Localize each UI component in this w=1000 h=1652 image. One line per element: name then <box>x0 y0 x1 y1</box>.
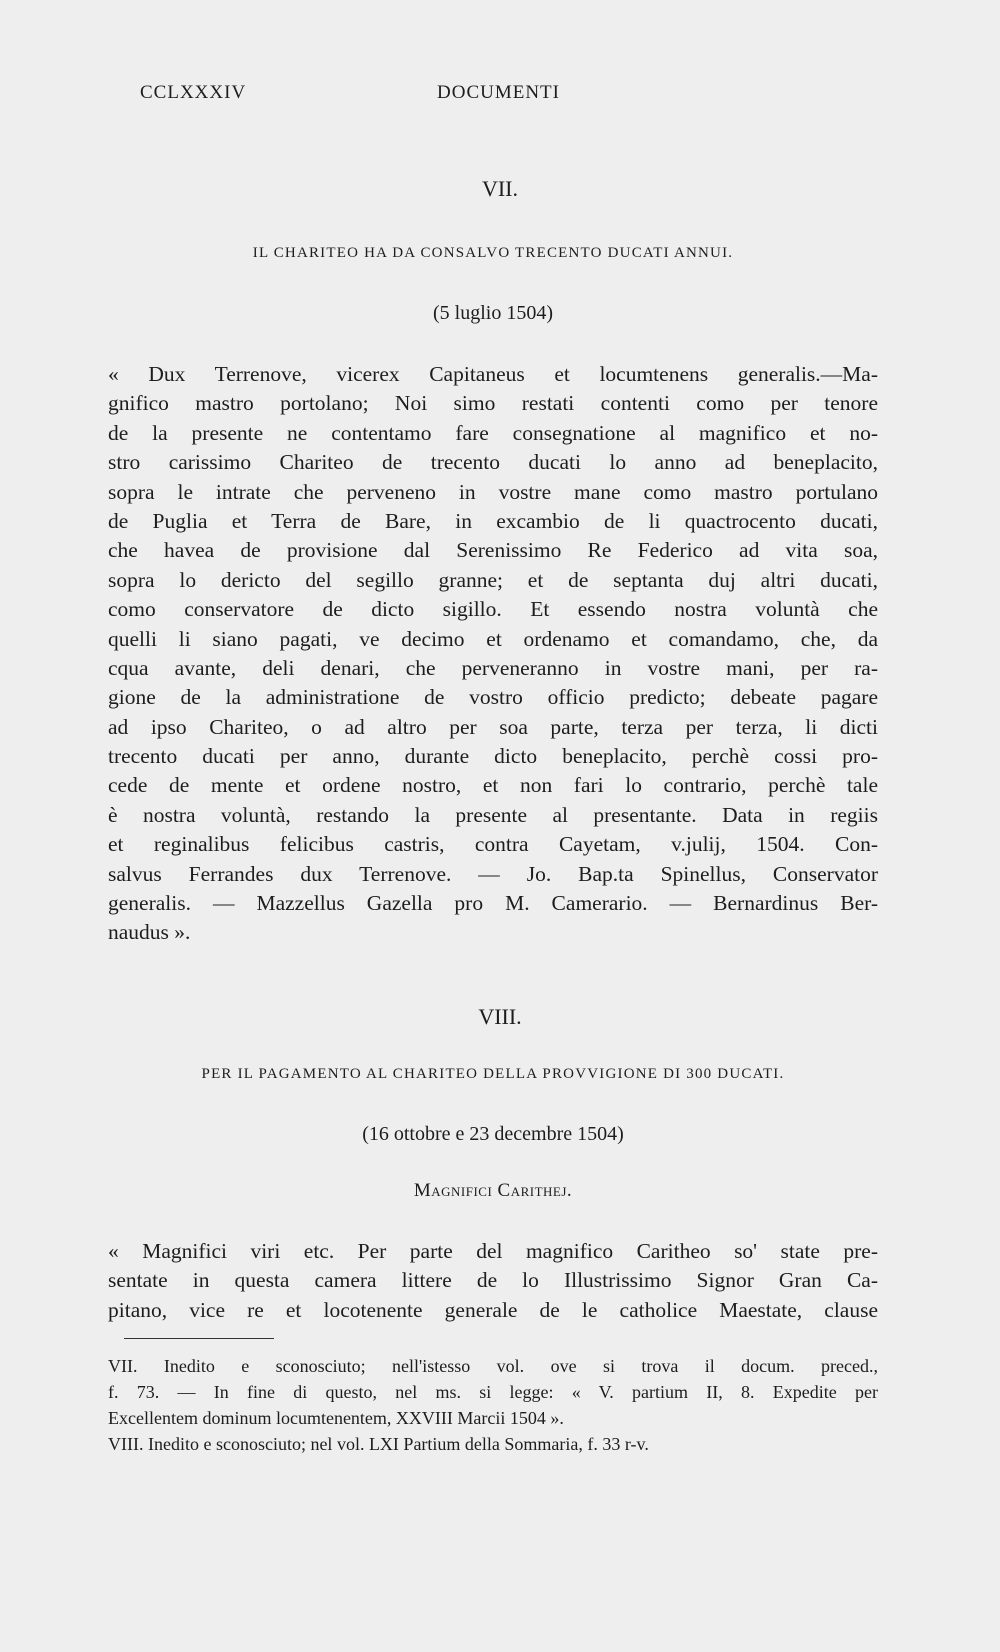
doc7-number: VII. <box>481 176 519 201</box>
doc7-line: salvus Ferrandes dux Terrenove. — Jo. Bap.ta Spinellus, Conservator <box>108 861 878 886</box>
footnote-line: f. 73. — In fine di questo, nel ms. si legge: « V. partium II, 8. Expedite per <box>108 1382 878 1402</box>
doc7-line: ad ipso Chariteo, o ad altro per soa parte, terza per terza, li dicti <box>108 714 878 739</box>
doc7-line: che havea de provisione dal Serenissimo Re Federico ad vita soa, <box>108 538 878 563</box>
doc7-line: cqua avante, deli denari, che perveneranno in vostre mani, per ra- <box>108 655 878 680</box>
doc7-line: trecento ducati per anno, durante dicto beneplacito, perchè cossi pro- <box>108 744 878 769</box>
doc8-date: (16 ottobre e 23 decembre 1504) <box>362 1123 624 1145</box>
doc7-line: quelli li siano pagati, ve decimo et ordenamo et comandamo, che, da <box>108 626 878 651</box>
doc8-salutation: Magnifici Carithej. <box>413 1180 573 1201</box>
footnotes <box>108 1353 878 1457</box>
footnote-line: Excellentem dominum locumtenentem, XXVIII Marcii 1504 ». <box>108 1408 564 1428</box>
footnote-line: VII. Inedito e sconosciuto; nell'istesso vol. ove si trova il docum. preced., <box>108 1356 878 1376</box>
doc8-line: sentate in questa camera littere de lo Illustrissimo Signor Gran Ca- <box>108 1268 878 1293</box>
running-head <box>140 82 560 104</box>
doc7-line: stro carissimo Chariteo de trecento ducati lo anno ad beneplacito, <box>108 450 878 475</box>
doc8-line: « Magnifici viri etc. Per parte del magnifico Caritheo so' state pre- <box>108 1239 878 1263</box>
doc8-title: PER IL PAGAMENTO AL CHARITEO DELLA PROVVIGIONE DI 300 DUCATI. <box>201 1066 785 1082</box>
doc7-line: gnifico mastro portolano; Noi simo restati contenti como per tenore <box>108 391 878 416</box>
doc7-date: (5 luglio 1504) <box>433 302 553 324</box>
running-title: DOCUMENTI <box>437 82 560 103</box>
doc8-line: pitano, vice re et locotenente generale de le catholice Maestate, clause <box>108 1297 878 1322</box>
doc7-text <box>108 360 878 948</box>
doc7-line: et reginalibus felicibus castris, contra Cayetam, v.julij, 1504. Con- <box>108 832 878 857</box>
doc7-line: cede de mente et ordene nostro, et non fari lo contrario, perchè tale <box>108 773 878 798</box>
doc7-line: è nostra voluntà, restando la presente al presentante. Data in regiis <box>108 802 878 827</box>
doc8-number: VIII. <box>478 1004 522 1029</box>
doc7-line: de Puglia et Terra de Bare, in excambio de li quactrocento ducati, <box>108 508 878 533</box>
footnote-rule <box>124 1338 274 1339</box>
doc7-line: como conservatore de dicto sigillo. Et essendo nostra voluntà che <box>108 597 878 622</box>
page-number: CCLXXXIV <box>140 82 247 103</box>
doc7-line: sopra le intrate che perveneno in vostre mane como mastro portulano <box>108 479 878 504</box>
doc7-title: IL CHARITEO HA DA CONSALVO TRECENTO DUCATI ANNUI. <box>252 245 734 261</box>
doc7-line: gione de la administratione de vostro officio predicto; debeate pagare <box>108 685 878 710</box>
doc7-line: generalis. — Mazzellus Gazella pro M. Camerario. — Bernardinus Ber- <box>108 891 878 916</box>
doc8-text <box>108 1237 878 1325</box>
doc7-line: sopra lo dericto del segillo granne; et de septanta duj altri ducati, <box>108 567 878 592</box>
doc7-line: « Dux Terrenove, vicerex Capitaneus et locumtenens generalis.—Ma- <box>108 362 878 386</box>
footnote-line: VIII. Inedito e sconosciuto; nel vol. LXI Partium della Sommaria, f. 33 r-v. <box>108 1434 649 1454</box>
doc7-line: de la presente ne contentamo fare consegnatione al magnifico et no- <box>108 420 878 445</box>
doc7-line: naudus ». <box>108 920 191 945</box>
